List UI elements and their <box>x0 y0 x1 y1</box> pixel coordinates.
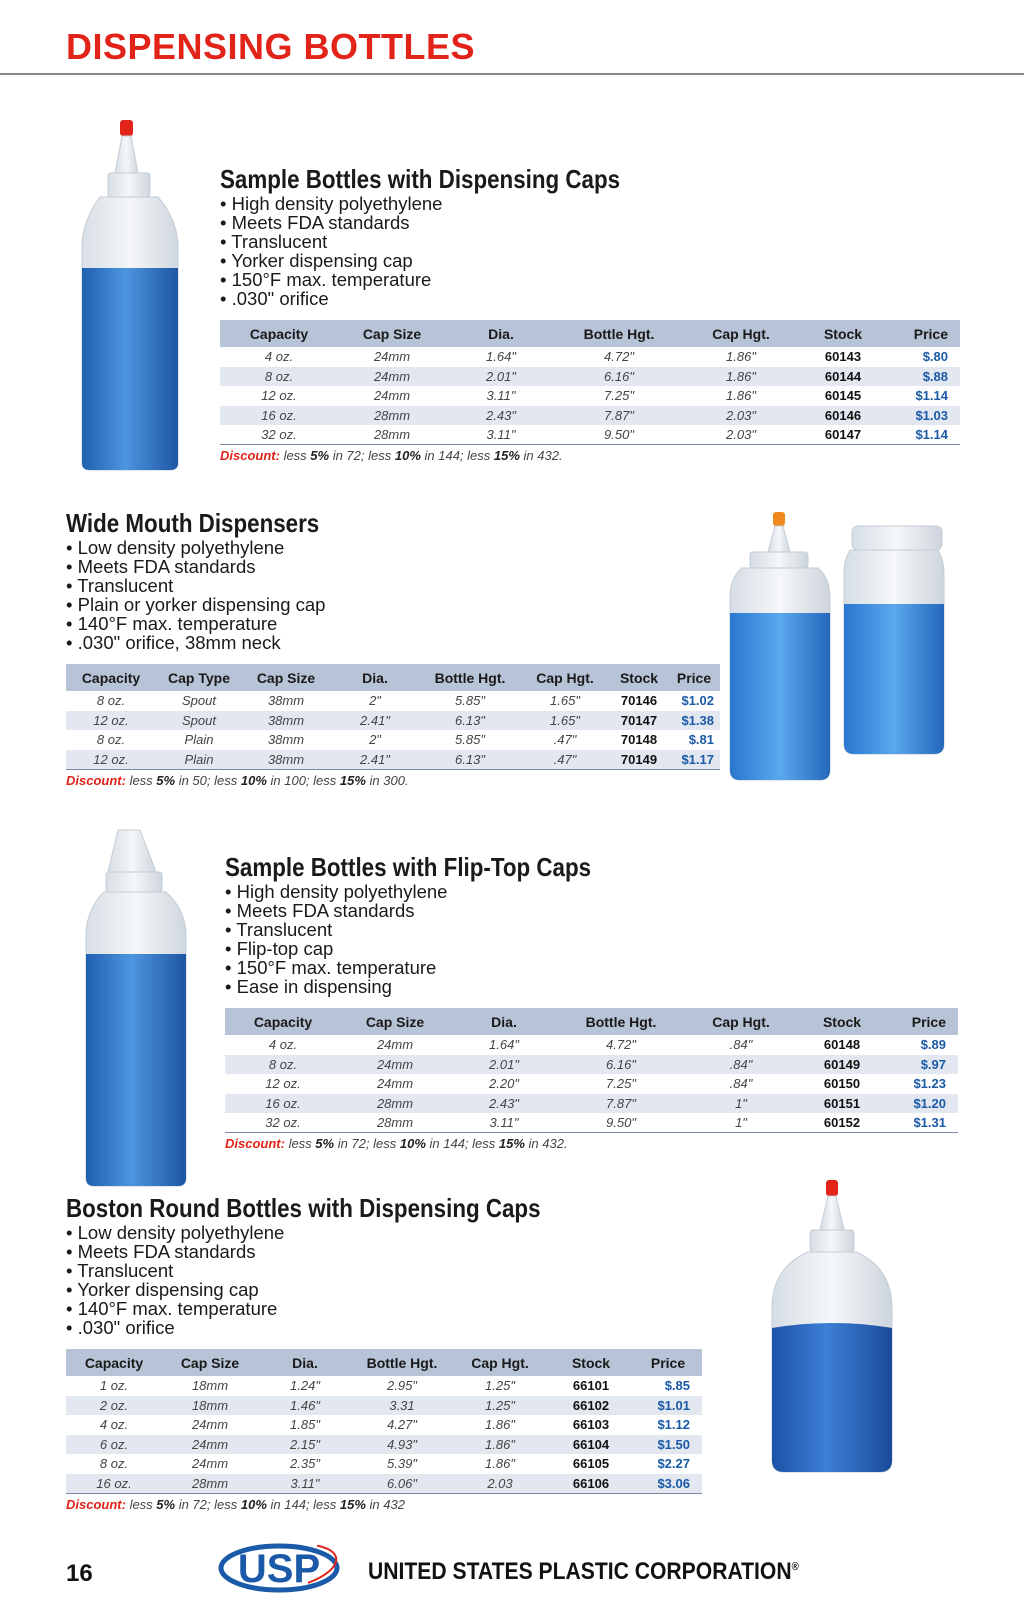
discount-percent: 15% <box>339 1496 366 1512</box>
table-cell: 2" <box>369 693 381 709</box>
table-cell: 8 oz. <box>96 732 126 748</box>
table-cell: 1.25" <box>485 1378 515 1394</box>
table-cell: 1.85" <box>290 1417 320 1433</box>
stock-number: 60146 <box>800 406 886 426</box>
page-title: DISPENSING BOTTLES <box>66 26 476 67</box>
column-header: Bottle Hgt. <box>420 664 520 691</box>
table-cell: 9.50" <box>556 425 682 445</box>
table-cell: 2" <box>369 732 381 748</box>
table-cell: .84" <box>729 1037 753 1053</box>
table-row <box>66 1376 702 1396</box>
dispensing-bottle-image <box>78 118 188 478</box>
discount-note <box>66 1497 702 1512</box>
table-header-row <box>66 1349 702 1376</box>
table-cell: 2 oz. <box>66 1396 162 1416</box>
table-cell: 2.41" <box>330 750 420 770</box>
column-header: Cap Size <box>242 664 330 691</box>
table-cell: 1.25" <box>452 1396 548 1416</box>
feature-item: • Yorker dispensing cap <box>66 1280 702 1299</box>
table-cell: 24mm <box>162 1435 258 1455</box>
table-cell: 12 oz. <box>265 1076 301 1092</box>
discount-text: in 432. <box>519 448 563 463</box>
feature-item: • 140°F max. temperature <box>66 614 720 633</box>
feature-list <box>66 1223 702 1337</box>
table-cell: 24mm <box>191 1456 229 1472</box>
stock-number: 66105 <box>572 1456 610 1472</box>
section-title: Wide Mouth Dispensers <box>66 508 320 538</box>
table-row <box>66 750 720 770</box>
table-row <box>66 730 720 750</box>
stock-number: 70148 <box>620 732 658 748</box>
table-cell: 6 oz. <box>66 1435 162 1455</box>
table-cell: 24mm <box>376 1076 414 1092</box>
table-cell: 6.16" <box>559 1055 683 1075</box>
feature-item: • .030" orifice, 38mm neck <box>66 633 720 652</box>
boston-round-bottle-image <box>768 1178 898 1478</box>
table-cell: 1.46" <box>258 1396 352 1416</box>
discount-text: in 72; less <box>329 448 395 463</box>
discount-text: in 432. <box>524 1136 568 1151</box>
table-cell: 18mm <box>191 1378 229 1394</box>
table-cell: 5.85" <box>455 693 485 709</box>
stock-number: 66101 <box>572 1378 610 1394</box>
feature-item: • Ease in dispensing <box>225 977 958 996</box>
table-cell: 18mm <box>162 1396 258 1416</box>
discount-text: in 144; less <box>420 448 494 463</box>
stock-number: 66102 <box>548 1396 634 1416</box>
discount-percent: 15% <box>498 1136 525 1151</box>
table-cell: 8 oz. <box>225 1055 341 1075</box>
table-cell: Plain <box>184 732 214 748</box>
discount-label: Discount: <box>66 772 126 788</box>
price: $1.01 <box>634 1396 702 1416</box>
table-cell: 5.39" <box>387 1456 417 1472</box>
price: $.81 <box>688 732 714 748</box>
column-header: Cap Hgt. <box>520 664 610 691</box>
boston-round-section <box>66 1193 702 1512</box>
flip-top-section <box>225 852 958 1151</box>
column-header: Price <box>634 1349 702 1376</box>
feature-item: • Meets FDA standards <box>225 901 958 920</box>
table-row <box>66 691 720 711</box>
discount-percent: 5% <box>156 772 176 788</box>
column-header: Dia. <box>330 664 420 691</box>
table-cell: .84" <box>729 1076 753 1092</box>
price: $1.20 <box>885 1094 958 1114</box>
table-cell: 7.87" <box>556 406 682 426</box>
table-cell: 2.95" <box>387 1378 417 1394</box>
column-header: Cap Hgt. <box>683 1008 799 1035</box>
registered-mark: ® <box>791 1561 799 1573</box>
discount-text: in 72; less <box>334 1136 400 1151</box>
table-cell: 2.03 <box>452 1474 548 1494</box>
table-row <box>66 1435 702 1455</box>
spec-table <box>220 320 960 445</box>
discount-label: Discount: <box>66 1496 126 1512</box>
price: $1.50 <box>634 1435 702 1455</box>
discount-percent: 10% <box>240 1496 267 1512</box>
table-cell: .84" <box>683 1055 799 1075</box>
table-cell: 38mm <box>267 693 305 709</box>
table-row <box>220 425 960 445</box>
table-cell: 1.24" <box>290 1378 320 1394</box>
discount-text: in 144; less <box>425 1136 499 1151</box>
price: $1.02 <box>681 693 714 709</box>
spec-table <box>225 1008 958 1133</box>
discount-text: in 72; less <box>175 1496 241 1512</box>
table-row <box>225 1094 958 1114</box>
table-row <box>66 1454 702 1474</box>
price: $1.12 <box>657 1417 690 1433</box>
feature-list <box>225 882 958 996</box>
discount-text: less <box>125 772 157 788</box>
stock-number: 70147 <box>610 711 668 731</box>
table-row <box>225 1035 958 1055</box>
column-header: Cap Hgt. <box>452 1349 548 1376</box>
column-header: Bottle Hgt. <box>559 1008 683 1035</box>
price: $1.17 <box>668 750 720 770</box>
feature-item: • Translucent <box>66 576 720 595</box>
feature-item: • 150°F max. temperature <box>220 270 960 289</box>
discount-percent: 5% <box>156 1496 176 1512</box>
table-row <box>66 1415 702 1435</box>
stock-number: 60143 <box>824 349 862 365</box>
table-header-row <box>225 1008 958 1035</box>
discount-text: less <box>284 1136 316 1151</box>
table-cell: 12 oz. <box>66 711 156 731</box>
table-cell: 32 oz. <box>225 1113 341 1133</box>
table-cell: 2.43" <box>449 1094 559 1114</box>
company-name-text: UNITED STATES PLASTIC CORPORATION <box>368 1558 792 1585</box>
feature-item: • Translucent <box>66 1261 702 1280</box>
table-cell: 2.03" <box>682 425 800 445</box>
table-cell: 28mm <box>338 406 446 426</box>
price: $1.31 <box>885 1113 958 1133</box>
usp-logo <box>218 1538 340 1603</box>
table-cell: 16 oz. <box>66 1474 162 1494</box>
table-row <box>66 1474 702 1494</box>
feature-item: • .030" orifice <box>66 1318 702 1337</box>
stock-number: 66104 <box>548 1435 634 1455</box>
table-row <box>220 367 960 387</box>
stock-number: 70149 <box>610 750 668 770</box>
table-cell: 4.72" <box>604 349 634 365</box>
sample-dispensing-section <box>220 164 960 463</box>
table-cell: 1.86" <box>682 367 800 387</box>
feature-list <box>66 538 720 652</box>
table-cell: 7.25" <box>606 1076 636 1092</box>
section-title: Sample Bottles with Flip-Top Caps <box>225 852 592 882</box>
feature-item: • 150°F max. temperature <box>225 958 958 977</box>
table-row <box>220 386 960 406</box>
table-cell: 7.25" <box>604 388 634 404</box>
price: $.89 <box>920 1037 946 1053</box>
table-row <box>66 711 720 731</box>
feature-item: • Low density polyethylene <box>66 538 720 557</box>
wide-mouth-bottles-image <box>728 508 958 788</box>
discount-text: less <box>125 1496 157 1512</box>
table-cell: 12 oz. <box>66 750 156 770</box>
price: $1.14 <box>915 388 948 404</box>
table-cell: 3.11" <box>446 425 556 445</box>
column-header: Cap Size <box>341 1008 449 1035</box>
discount-text: in 300. <box>365 772 409 788</box>
table-cell: 38mm <box>267 732 305 748</box>
table-cell: 4.93" <box>352 1435 452 1455</box>
column-header: Stock <box>800 320 886 347</box>
stock-number: 60149 <box>799 1055 885 1075</box>
stock-number: 60145 <box>824 388 862 404</box>
table-cell: 24mm <box>191 1417 229 1433</box>
feature-item: • Meets FDA standards <box>66 1242 702 1261</box>
table-cell: 2.15" <box>258 1435 352 1455</box>
price: $.97 <box>885 1055 958 1075</box>
table-cell: 3.11" <box>258 1474 352 1494</box>
table-cell: 2.01" <box>449 1055 559 1075</box>
stock-number: 60147 <box>800 425 886 445</box>
column-header: Stock <box>548 1349 634 1376</box>
discount-label: Discount: <box>220 448 280 463</box>
discount-text: less <box>279 448 311 463</box>
table-cell: 3.11" <box>449 1113 559 1133</box>
stock-number: 60152 <box>799 1113 885 1133</box>
table-cell: 24mm <box>376 1037 414 1053</box>
table-row <box>66 1396 702 1416</box>
column-header: Bottle Hgt. <box>352 1349 452 1376</box>
stock-number: 66106 <box>548 1474 634 1494</box>
discount-note <box>225 1136 958 1151</box>
price: $.88 <box>886 367 960 387</box>
column-header: Capacity <box>66 664 156 691</box>
column-header: Stock <box>799 1008 885 1035</box>
column-header: Capacity <box>225 1008 341 1035</box>
discount-text: in 432 <box>365 1496 405 1512</box>
table-cell: 6.16" <box>556 367 682 387</box>
table-cell: 1.64" <box>486 349 516 365</box>
table-cell: 2.01" <box>446 367 556 387</box>
table-cell: 28mm <box>341 1113 449 1133</box>
discount-percent: 5% <box>310 448 330 463</box>
feature-item: • Translucent <box>220 232 960 251</box>
table-cell: 1.86" <box>726 349 756 365</box>
column-header: Price <box>886 320 960 347</box>
column-header: Dia. <box>258 1349 352 1376</box>
table-row <box>225 1055 958 1075</box>
table-cell: 1" <box>683 1113 799 1133</box>
column-header: Capacity <box>220 320 338 347</box>
column-header: Price <box>668 664 720 691</box>
table-cell: .47" <box>520 750 610 770</box>
header-divider <box>0 73 1024 75</box>
table-header-row <box>220 320 960 347</box>
page-number: 16 <box>66 1560 93 1587</box>
feature-item: • Meets FDA standards <box>66 557 720 576</box>
table-cell: 2.03" <box>682 406 800 426</box>
table-cell: 6.13" <box>420 711 520 731</box>
table-cell: 3.11" <box>486 388 516 404</box>
discount-percent: 10% <box>399 1136 426 1151</box>
discount-note <box>220 448 960 463</box>
table-cell: 28mm <box>162 1474 258 1494</box>
table-cell: 4 oz. <box>268 1037 298 1053</box>
table-cell: Plain <box>156 750 242 770</box>
table-cell: 4 oz. <box>99 1417 129 1433</box>
table-cell: 4.72" <box>606 1037 636 1053</box>
price: $1.03 <box>886 406 960 426</box>
feature-item: • 140°F max. temperature <box>66 1299 702 1318</box>
table-row <box>225 1113 958 1133</box>
table-cell: 24mm <box>373 349 411 365</box>
table-cell: 6.06" <box>352 1474 452 1494</box>
table-cell: 2.35" <box>290 1456 320 1472</box>
table-cell: 28mm <box>338 425 446 445</box>
column-header: Dia. <box>446 320 556 347</box>
table-cell: 16 oz. <box>225 1094 341 1114</box>
logo-text: USP <box>237 1547 321 1591</box>
feature-item: • Plain or yorker dispensing cap <box>66 595 720 614</box>
table-cell: 2.41" <box>330 711 420 731</box>
price: $1.23 <box>913 1076 946 1092</box>
stock-number: 60150 <box>823 1076 861 1092</box>
table-cell: Spout <box>156 711 242 731</box>
section-title: Sample Bottles with Dispensing Caps <box>220 164 621 194</box>
table-cell: 1 oz. <box>99 1378 129 1394</box>
table-cell: 38mm <box>242 750 330 770</box>
table-cell: 5.85" <box>455 732 485 748</box>
stock-number: 70146 <box>620 693 658 709</box>
discount-label: Discount: <box>225 1136 285 1151</box>
column-header: Capacity <box>66 1349 162 1376</box>
table-cell: 9.50" <box>559 1113 683 1133</box>
feature-item: • Meets FDA standards <box>220 213 960 232</box>
table-cell: 8 oz. <box>220 367 338 387</box>
table-cell: 1.86" <box>485 1456 515 1472</box>
feature-item: • Yorker dispensing cap <box>220 251 960 270</box>
flip-top-bottle-image <box>82 826 194 1191</box>
table-cell: 1.86" <box>452 1435 548 1455</box>
discount-note <box>66 773 720 788</box>
table-cell: 8 oz. <box>96 693 126 709</box>
table-cell: 6.13" <box>420 750 520 770</box>
discount-percent: 10% <box>240 772 267 788</box>
discount-percent: 15% <box>493 448 520 463</box>
table-cell: 38mm <box>242 711 330 731</box>
discount-percent: 15% <box>339 772 366 788</box>
price: $3.06 <box>634 1474 702 1494</box>
spec-table <box>66 1349 702 1494</box>
company-name <box>368 1558 799 1586</box>
feature-item: • Low density polyethylene <box>66 1223 702 1242</box>
column-header: Cap Type <box>156 664 242 691</box>
column-header: Bottle Hgt. <box>556 320 682 347</box>
table-cell: 1.65" <box>550 693 580 709</box>
column-header: Price <box>885 1008 958 1035</box>
price: $.85 <box>664 1378 690 1394</box>
table-cell: 24mm <box>341 1055 449 1075</box>
discount-text: in 100; less <box>266 772 340 788</box>
feature-item: • .030" orifice <box>220 289 960 308</box>
spec-table <box>66 664 720 770</box>
discount-percent: 10% <box>394 448 421 463</box>
table-cell: .47" <box>553 732 577 748</box>
discount-percent: 5% <box>315 1136 335 1151</box>
wide-mouth-section <box>66 508 720 788</box>
table-cell: 1.65" <box>520 711 610 731</box>
table-cell: 4.27" <box>387 1417 417 1433</box>
table-cell: 1.64" <box>489 1037 519 1053</box>
table-header-row <box>66 664 720 691</box>
stock-number: 60144 <box>800 367 886 387</box>
price: $.80 <box>922 349 948 365</box>
column-header: Cap Size <box>162 1349 258 1376</box>
stock-number: 60148 <box>823 1037 861 1053</box>
feature-list <box>220 194 960 308</box>
column-header: Cap Size <box>338 320 446 347</box>
table-cell: 12 oz. <box>261 388 297 404</box>
stock-number: 60151 <box>799 1094 885 1114</box>
price: $2.27 <box>657 1456 690 1472</box>
price: $1.14 <box>886 425 960 445</box>
table-cell: Spout <box>182 693 216 709</box>
table-cell: 4 oz. <box>264 349 294 365</box>
table-cell: 32 oz. <box>220 425 338 445</box>
price: $1.38 <box>668 711 720 731</box>
table-row <box>220 406 960 426</box>
table-cell: 1.86" <box>726 388 756 404</box>
column-header: Stock <box>610 664 668 691</box>
table-cell: 28mm <box>341 1094 449 1114</box>
table-cell: 24mm <box>338 367 446 387</box>
column-header: Dia. <box>449 1008 559 1035</box>
feature-item: • High density polyethylene <box>225 882 958 901</box>
table-cell: 3.31 <box>352 1396 452 1416</box>
stock-number: 66103 <box>572 1417 610 1433</box>
table-cell: 2.20" <box>489 1076 519 1092</box>
table-cell: 7.87" <box>559 1094 683 1114</box>
section-title: Boston Round Bottles with Dispensing Caps <box>66 1193 541 1223</box>
table-row <box>220 347 960 367</box>
feature-item: • Flip-top cap <box>225 939 958 958</box>
table-cell: 1.86" <box>485 1417 515 1433</box>
table-cell: 2.43" <box>446 406 556 426</box>
discount-text: in 144; less <box>266 1496 340 1512</box>
feature-item: • High density polyethylene <box>220 194 960 213</box>
table-cell: 16 oz. <box>220 406 338 426</box>
table-cell: 24mm <box>373 388 411 404</box>
table-cell: 1" <box>683 1094 799 1114</box>
table-row <box>225 1074 958 1094</box>
column-header: Cap Hgt. <box>682 320 800 347</box>
feature-item: • Translucent <box>225 920 958 939</box>
table-cell: 8 oz. <box>99 1456 129 1472</box>
discount-text: in 50; less <box>175 772 241 788</box>
